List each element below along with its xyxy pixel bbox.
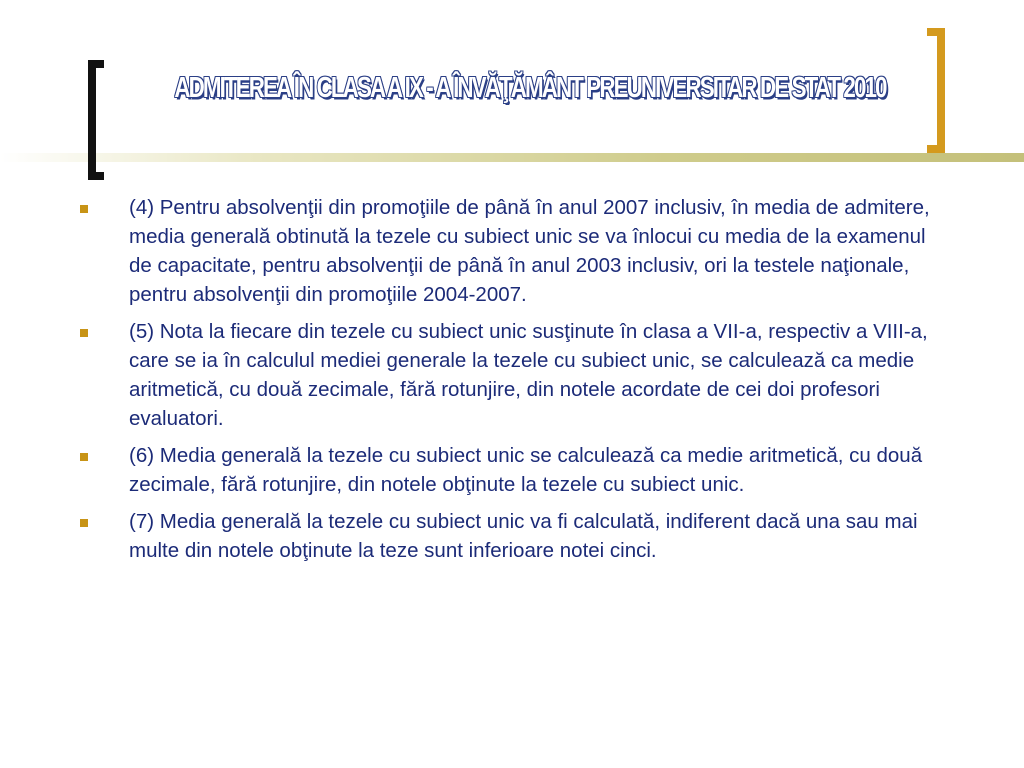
title-underline-band (0, 153, 1024, 162)
square-bullet-icon (80, 329, 88, 337)
square-bullet-icon (80, 205, 88, 213)
list-item (72, 507, 942, 565)
slide-title: ADMITEREA ÎN CLASA A IX - A ÎNVĂŢĂMÂNT PREUNIVERSITAR DE STAT 2010 (174, 69, 886, 104)
paragraph-text: (7) Media generală la tezele cu subiect unic va fi calculată, indiferent dacă una sau mai multe din notele obţinute la teze sunt inferioare notei cinci. (129, 510, 918, 562)
bullet-list (72, 193, 942, 573)
square-bullet-icon (80, 519, 88, 527)
paragraph-text: (6) Media generală la tezele cu subiect unic se calculează ca medie aritmetică, cu două zecimale, fără rotunjire, din notele obţinute la tezele cu subiect unic. (129, 444, 923, 496)
list-item (72, 317, 942, 433)
right-bracket-decoration (927, 28, 945, 153)
list-item (72, 441, 942, 499)
left-bracket-decoration (88, 60, 104, 180)
list-item (72, 193, 942, 309)
paragraph-text: (5) Nota la fiecare din tezele cu subiect unic susţinute în clasa a VII-a, respectiv a VIII-a, care se ia în calculul mediei generale la tezele cu subiect unic, se calculează ca medie aritmetică, cu două zecimale, fără rotunjire, din notele acordate de cei doi profesori evaluatori. (129, 320, 928, 430)
square-bullet-icon (80, 453, 88, 461)
paragraph-text: (4) Pentru absolvenţii din promoţiile de până în anul 2007 inclusiv, în media de admitere, media generală obtinută la tezele cu subiect unic se va înlocui cu media de la examenul de capacitate, pentru absolvenţii de până în anul 2003 inclusiv, ori la testele naţionale, pentru absolvenţii din promoţiile 2004-2007. (129, 196, 930, 306)
